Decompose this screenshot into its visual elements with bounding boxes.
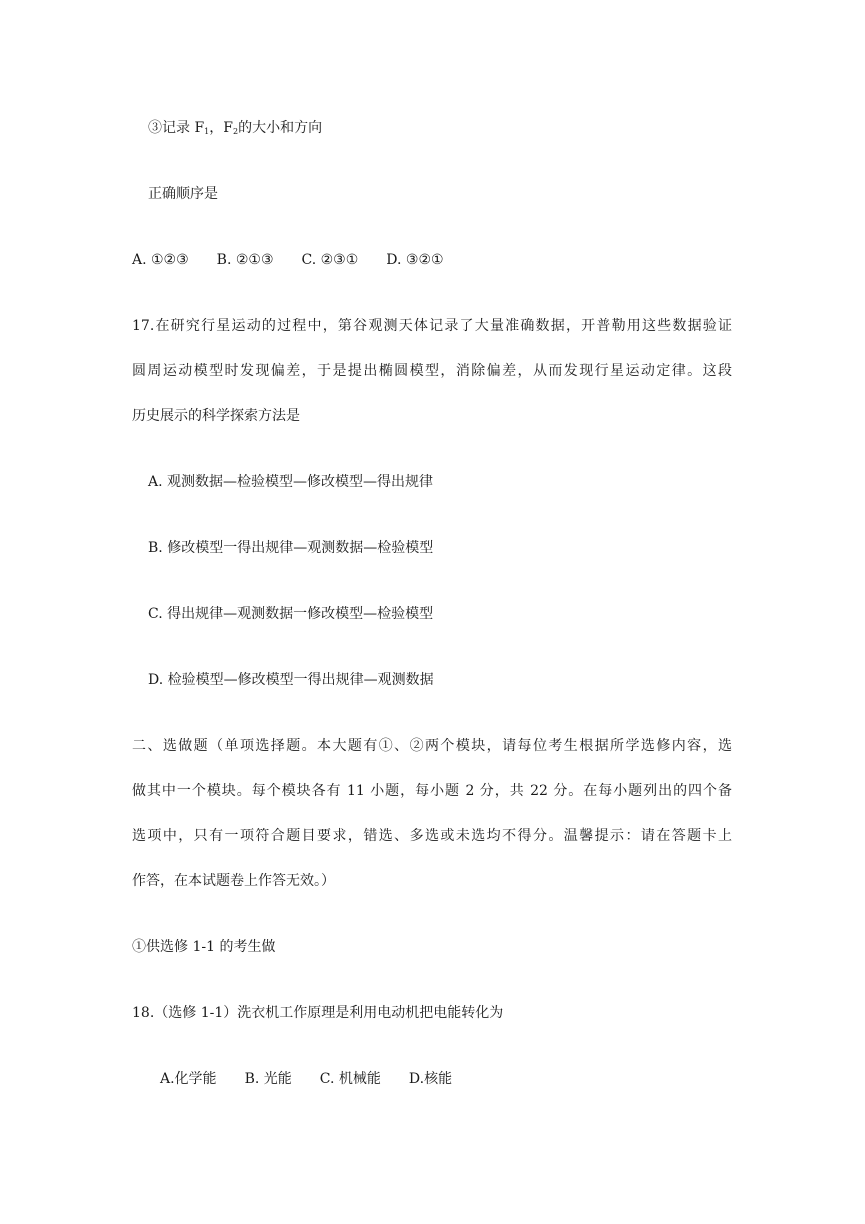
q18-stem: 18.（选修 1-1）洗衣机工作原理是利用电动机把电能转化为 xyxy=(132,1005,504,1021)
q16-option-b: B. ②①③ xyxy=(216,252,274,268)
q16-step3-sub2: 2 xyxy=(232,127,239,136)
section2-line-2: 做其中一个模块。每个模块各有 11 小题，每小题 2 分，共 22 分。在每小题列出的四个备 xyxy=(132,783,732,799)
q16-option-d: D. ③②① xyxy=(386,252,444,268)
q17-option-d: D. 检验模型—修改模型一得出规律—观测数据 xyxy=(148,672,434,688)
module1-heading: ①供选修 1-1 的考生做 xyxy=(132,939,276,955)
section2-line-1: 二、选做题（单项选择题。本大题有①、②两个模块，请每位考生根据所学选修内容，选 xyxy=(132,738,732,754)
q17-option-c: C. 得出规律—观测数据一修改模型—检验模型 xyxy=(148,606,434,622)
q16-option-c: C. ②③① xyxy=(301,252,359,268)
q16-prompt: 正确顺序是 xyxy=(148,186,218,202)
q16-step3 xyxy=(148,118,322,138)
q18-option-d: D.核能 xyxy=(408,1071,453,1087)
q16-step3-mid: ，F xyxy=(209,120,233,136)
q17-stem-line-3: 历史展示的科学探索方法是 xyxy=(132,408,300,424)
q18-option-a: A.化学能 xyxy=(160,1071,217,1087)
q17-option-b: B. 修改模型一得出规律—观测数据—检验模型 xyxy=(148,540,434,556)
q16-step3-sub1: 1 xyxy=(204,127,210,136)
section2-line-3: 选项中，只有一项符合题目要求，错选、多选或未选均不得分。温馨提示：请在答题卡上 xyxy=(132,828,732,844)
q18-options xyxy=(160,1069,452,1089)
q18-option-c: C. 机械能 xyxy=(319,1071,381,1087)
q16-step3-suffix: 的大小和方向 xyxy=(238,120,323,136)
q16-step3-prefix: ③记录 F xyxy=(148,120,205,136)
section2-line-4: 作答，在本试题卷上作答无效。） xyxy=(132,873,335,889)
q17-stem-line-1: 17.在研究行星运动的过程中，第谷观测天体记录了大量准确数据，开普勒用这些数据验证 xyxy=(132,318,732,334)
q16-options xyxy=(132,250,444,270)
q17-stem-line-2: 圆周运动模型时发现偏差，于是提出椭圆模型，消除偏差，从而发现行星运动定律。这段 xyxy=(132,363,732,379)
q17-option-a: A. 观测数据—检验模型—修改模型—得出规律 xyxy=(148,474,434,490)
q16-option-a: A. ①②③ xyxy=(132,252,189,268)
q18-option-b: B. 光能 xyxy=(244,1071,292,1087)
